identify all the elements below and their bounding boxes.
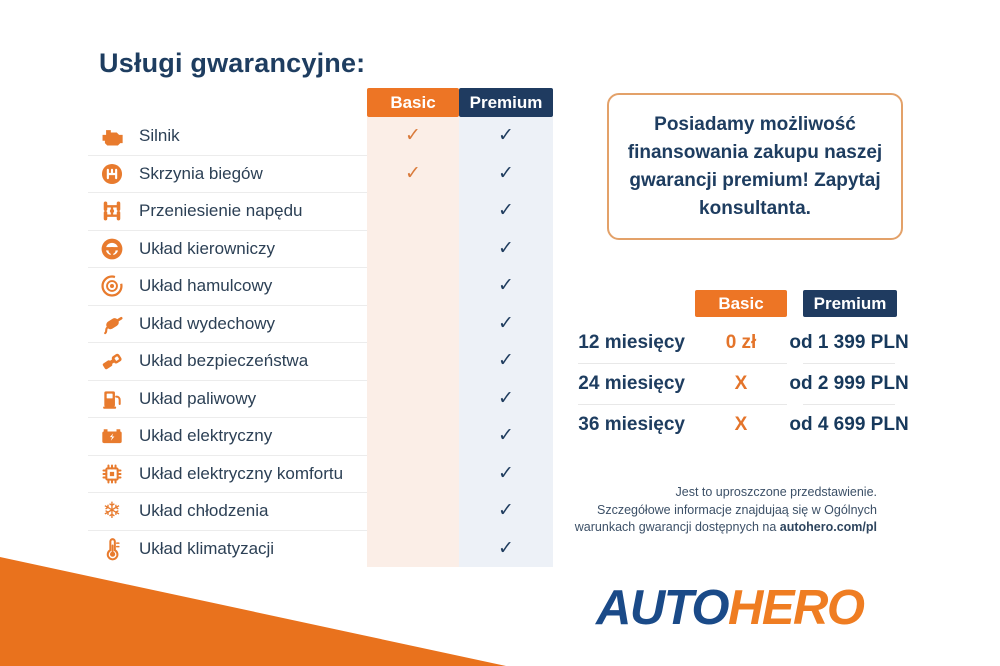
autohero-url: autohero.com/pl [779, 520, 877, 534]
warranty-row [88, 305, 553, 343]
pricing-premium-value: od 1 399 PLN [803, 323, 895, 364]
warranty-row-left [88, 492, 367, 530]
warranty-row-left [88, 155, 367, 193]
check-icon: ✓ [498, 236, 514, 259]
pricing-period: 12 miesięcy [578, 323, 695, 364]
basic-cell [367, 342, 459, 380]
check-icon: ✓ [498, 161, 514, 184]
warranty-row-label: Układ bezpieczeństwa [139, 351, 309, 371]
warranty-row-left [88, 530, 367, 568]
basic-cell [367, 380, 459, 418]
pricing-premium-value: od 2 999 PLN [803, 364, 895, 405]
warranty-table-header [88, 88, 553, 117]
pricing-header-gap [787, 290, 803, 317]
warranty-row-left [88, 455, 367, 493]
warranty-row [88, 155, 553, 193]
seatbelt-icon [99, 348, 125, 374]
disclaimer-text [520, 484, 877, 537]
pricing-basic-value: 0 zł [695, 323, 787, 364]
warranty-row-left [88, 117, 367, 155]
warranty-row [88, 492, 553, 530]
snowflake-icon [99, 498, 125, 524]
svg-text:❄: ❄ [102, 498, 122, 525]
basic-cell [367, 492, 459, 530]
warranty-row-left [88, 380, 367, 418]
engine-icon [99, 123, 125, 149]
basic-cell [367, 230, 459, 268]
check-icon: ✓ [498, 386, 514, 409]
warranty-row-label: Układ klimatyzacji [139, 538, 275, 558]
header-spacer [88, 88, 367, 117]
warranty-rows [88, 117, 553, 567]
pricing-premium-value: od 4 699 PLN [789, 414, 909, 435]
financing-promo-box [607, 93, 903, 240]
basic-cell [367, 455, 459, 493]
pricing-period: 24 miesięcy [578, 364, 695, 405]
seatbelt-icon [99, 348, 125, 374]
check-icon: ✓ [498, 424, 514, 447]
premium-cell [459, 380, 553, 418]
snowflake-icon [99, 498, 125, 524]
exhaust-icon [99, 311, 125, 337]
pricing-premium-header: Premium [803, 290, 897, 317]
premium-cell [459, 417, 553, 455]
premium-column-header: Premium [459, 88, 553, 117]
warranty-row-left [88, 417, 367, 455]
warranty-row [88, 380, 553, 418]
warranty-row-left [88, 192, 367, 230]
basic-column-header: Basic [367, 88, 459, 117]
check-icon: ✓ [498, 274, 514, 297]
premium-cell [459, 155, 553, 193]
check-icon: ✓ [498, 461, 514, 484]
warranty-row [88, 455, 553, 493]
chip-icon [99, 461, 125, 487]
pricing-header-spacer [578, 290, 695, 317]
basic-cell [367, 192, 459, 230]
warranty-row-label: Układ wydechowy [139, 313, 276, 333]
premium-cell [459, 305, 553, 343]
steering-wheel-icon [99, 236, 125, 262]
brake-disc-icon [99, 273, 125, 299]
check-icon: ✓ [498, 311, 514, 334]
battery-icon [99, 423, 125, 449]
premium-cell [459, 117, 553, 155]
warranty-row-label: Układ paliwowy [139, 388, 257, 408]
pricing-basic-header: Basic [695, 290, 787, 317]
basic-cell [367, 305, 459, 343]
gearbox-icon [99, 161, 125, 187]
corner-ribbon [0, 557, 506, 666]
disclaimer-line-2: Szczegółowe informacje znajdujaą się w Ogólnych [596, 502, 877, 517]
warranty-row-left [88, 305, 367, 343]
check-icon: ✓ [498, 199, 514, 222]
logo-hero-part: HERO [727, 581, 864, 635]
fuel-pump-icon [99, 386, 125, 412]
basic-cell [367, 417, 459, 455]
thermometer-icon [99, 536, 125, 562]
basic-cell [367, 155, 459, 193]
check-icon: ✓ [405, 124, 421, 147]
check-icon: ✓ [405, 161, 421, 184]
gearbox-icon [99, 161, 125, 187]
warranty-row-left [88, 267, 367, 305]
warranty-row-label: Układ elektryczny komfortu [139, 463, 344, 483]
pricing-basic-value: X [734, 414, 748, 435]
basic-cell [367, 530, 459, 568]
pricing-basic-value: X [695, 364, 787, 405]
warranty-row-label: Silnik [139, 125, 180, 145]
battery-icon [99, 423, 125, 449]
warranty-row-left [88, 230, 367, 268]
check-icon: ✓ [498, 536, 514, 559]
autohero-logo [596, 580, 864, 636]
warranty-table [88, 88, 553, 567]
pricing-period: 36 miesięcy [578, 414, 685, 435]
warranty-row [88, 417, 553, 455]
premium-cell [459, 267, 553, 305]
check-icon: ✓ [498, 349, 514, 372]
drivetrain-icon [99, 198, 125, 224]
warranty-row [88, 267, 553, 305]
fuel-pump-icon [99, 386, 125, 412]
warranty-row [88, 192, 553, 230]
logo-auto-part: AUTO [596, 581, 728, 635]
disclaimer-line-1: Jest to uproszczone przedstawienie. [675, 485, 877, 499]
premium-cell [459, 192, 553, 230]
engine-icon [99, 123, 125, 149]
warranty-row-label: Skrzynia biegów [139, 163, 263, 183]
warranty-row-label: Układ hamulcowy [139, 276, 273, 296]
premium-cell [459, 342, 553, 380]
check-icon: ✓ [498, 499, 514, 522]
check-icon: ✓ [498, 124, 514, 147]
warranty-row [88, 117, 553, 155]
exhaust-icon [99, 311, 125, 337]
pricing-table [578, 290, 909, 445]
warranty-row-label: Przeniesienie napędu [139, 201, 303, 221]
chip-icon [99, 461, 125, 487]
page-title: Usługi gwarancyjne: [99, 48, 366, 78]
warranty-row [88, 342, 553, 380]
steering-wheel-icon [99, 236, 125, 262]
warranty-row-label: Układ kierowniczy [139, 238, 276, 258]
basic-cell [367, 117, 459, 155]
warranty-row-label: Układ chłodzenia [139, 501, 269, 521]
warranty-row [88, 230, 553, 268]
premium-cell [459, 230, 553, 268]
thermometer-icon [99, 536, 125, 562]
warranty-row [88, 530, 553, 568]
warranty-row-left [88, 342, 367, 380]
brake-disc-icon [99, 273, 125, 299]
financing-promo-text: Posiadamy możliwość finansowania zakupu naszej gwarancji premium! Zapytaj konsultanta. [627, 113, 883, 219]
basic-cell [367, 267, 459, 305]
warranty-row-label: Układ elektryczny [139, 426, 273, 446]
drivetrain-icon [99, 198, 125, 224]
disclaimer-line-3: warunkach gwarancji dostępnych na autohero.com/pl [574, 520, 877, 534]
